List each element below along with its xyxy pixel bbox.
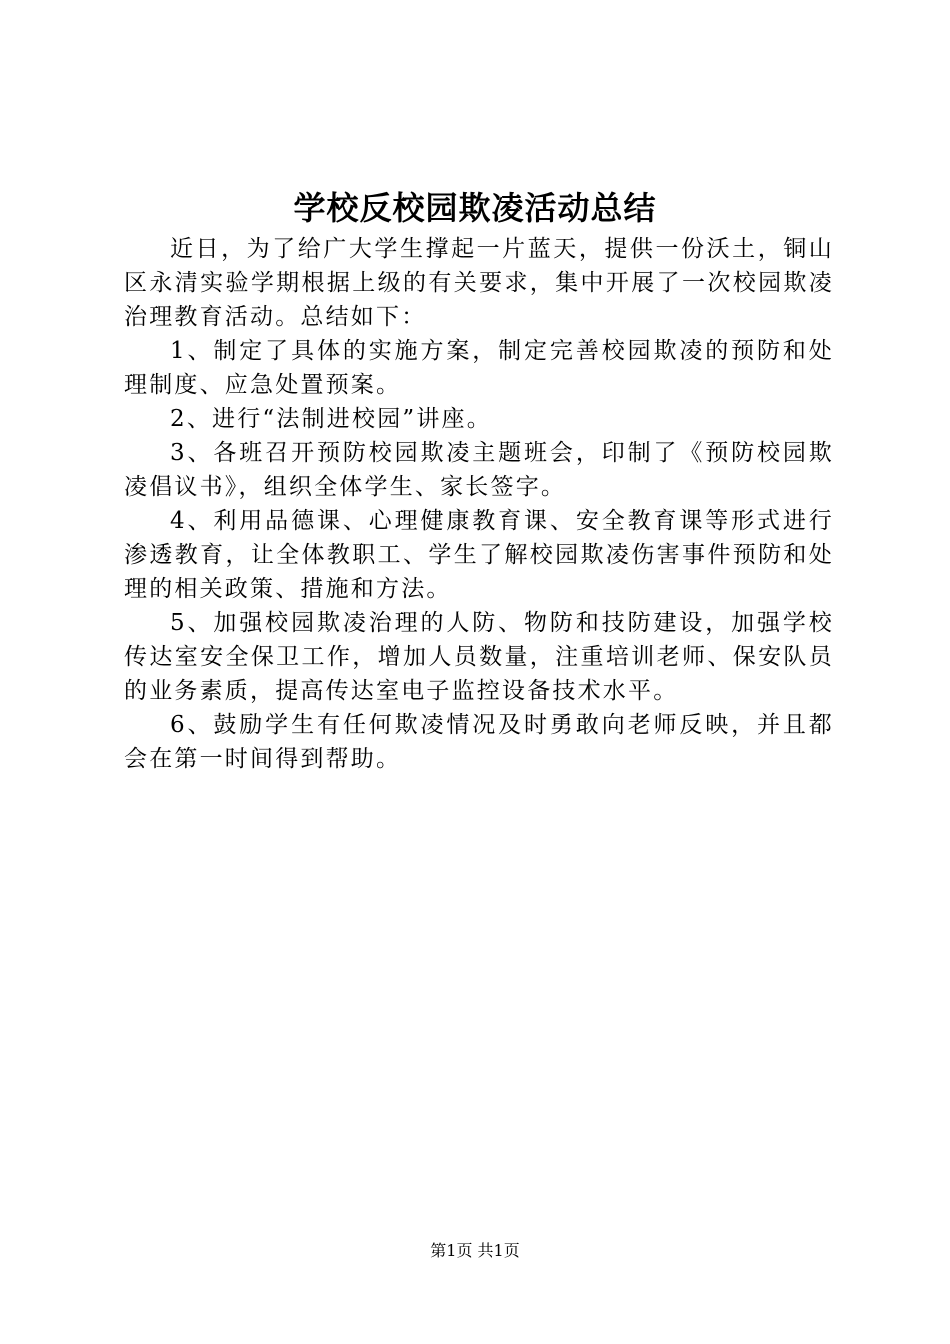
item-paragraph-2: 2、进行“法制进校园”讲座。: [170, 406, 492, 432]
page-number-footer: 第1页 共1页: [430, 1241, 520, 1260]
item-paragraph-1: 1、制定了具体的实施方案，制定完善校园欺凌的预防和处理制度、应急处置预案。: [124, 338, 834, 398]
item-paragraph-4: 4、利用品德课、心理健康教育课、安全教育课等形式进行渗透教育，让全体教职工、学生了解校园欺凌伤害事件预防和处理的相关政策、措施和方法。: [124, 508, 834, 602]
document-title: 学校反校园欺凌活动总结: [293, 189, 657, 227]
intro-paragraph: 近日，为了给广大学生撑起一片蓝天，提供一份沃土，铜山区永清实验学期根据上级的有关要求，集中开展了一次校园欺凌治理教育活动。总结如下：: [124, 236, 834, 330]
item-paragraph-3: 3、各班召开预防校园欺凌主题班会，印制了《预防校园欺凌倡议书》，组织全体学生、家长签字。: [124, 440, 834, 500]
document-body: [124, 232, 834, 776]
item-paragraph-6: 6、鼓励学生有任何欺凌情况及时勇敢向老师反映，并且都会在第一时间得到帮助。: [124, 712, 834, 772]
item-paragraph-5: 5、加强校园欺凌治理的人防、物防和技防建设，加强学校传达室安全保卫工作，增加人员数量，注重培训老师、保安队员的业务素质，提高传达室电子监控设备技术水平。: [124, 610, 834, 704]
